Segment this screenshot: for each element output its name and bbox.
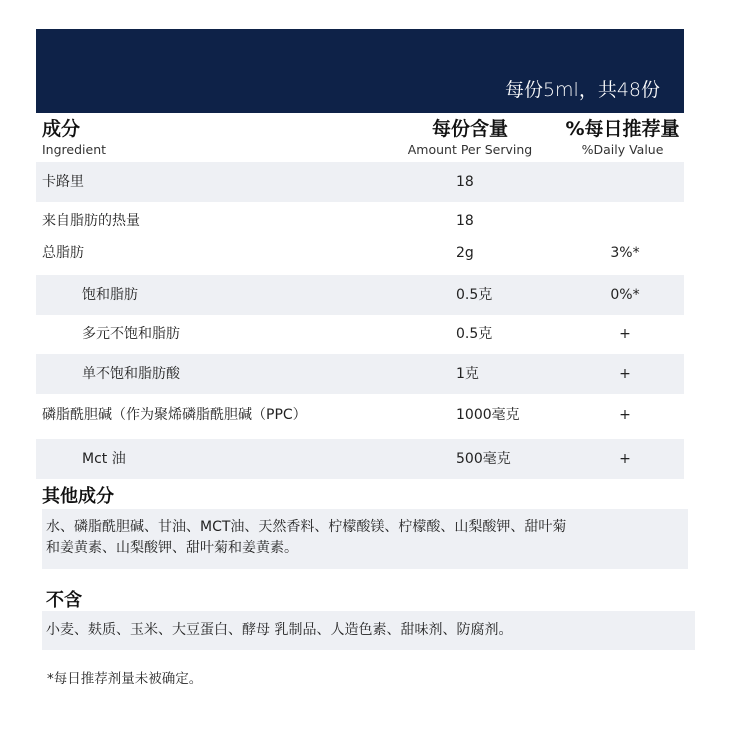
row-amount: 0.5克 [456,326,493,342]
free-from-box [42,611,695,650]
row-label: 总脂肪 [42,245,84,261]
daily-value-header-subtitle: %Daily Value [581,142,664,157]
free-from-title: 不含 [46,590,82,611]
row-amount: 1克 [456,366,479,382]
other-ingredients-line-1: 水、磷脂酰胆碱、甘油、MCT油、天然香料、柠檬酸镁、柠檬酸、山梨酸钾、甜叶菊 [46,519,567,535]
row-label: 磷脂酰胆碱（作为聚烯磷脂酰胆碱（PPC） [42,407,307,423]
daily-value-column-header [555,118,690,158]
ingredient-header-subtitle: Ingredient [42,142,107,157]
row-label: 卡路里 [42,174,84,190]
row-amount: 1000毫克 [456,407,520,423]
table-row-saturated-fat [36,275,684,315]
other-ingredients-title: 其他成分 [42,486,114,507]
daily-value-header-title: %每日推荐量 [565,118,680,140]
row-daily-value: + [619,407,631,423]
ingredient-header-title: 成分 [42,118,81,140]
row-label: 来自脂肪的热量 [42,213,140,229]
row-label: 饱和脂肪 [82,287,138,303]
table-row-polyunsaturated-fat [36,314,684,354]
free-from-text: 小麦、麸质、玉米、大豆蛋白、酵母 乳制品、人造色素、甜味剂、防腐剂。 [46,622,513,638]
amount-header-subtitle: Amount Per Serving [407,142,533,157]
row-daily-value: 3%* [610,245,640,261]
row-amount: 500毫克 [456,451,511,467]
row-daily-value: + [619,451,631,467]
amount-header-title: 每份含量 [431,118,508,140]
table-row-calories [36,162,684,202]
footnote: *每日推荐剂量未被确定。 [47,671,203,687]
amount-column-header [405,118,535,158]
row-label: 单不饱和脂肪酸 [82,366,180,382]
table-row-phosphatidylcholine [36,395,684,435]
row-amount: 0.5克 [456,287,493,303]
other-ingredients-box [42,509,688,569]
row-daily-value: + [619,326,631,342]
row-amount: 18 [456,213,474,229]
row-amount: 18 [456,174,474,190]
row-daily-value: 0%* [610,287,640,303]
serving-size-text: 每份5ml，共48份 [504,79,660,101]
table-row-total-fat [36,233,684,273]
other-ingredients-line-2: 和姜黄素、山梨酸钾、甜叶菊和姜黄素。 [46,540,298,556]
row-label: 多元不饱和脂肪 [82,326,180,342]
row-daily-value [601,162,649,202]
row-amount: 2g [456,245,474,261]
row-label: Mct 油 [82,451,126,467]
header-banner [36,29,684,113]
ingredient-column-header [42,118,106,158]
table-row-monounsaturated-fat [36,354,684,394]
row-daily-value: + [619,366,631,382]
table-row-mct-oil [36,439,684,479]
